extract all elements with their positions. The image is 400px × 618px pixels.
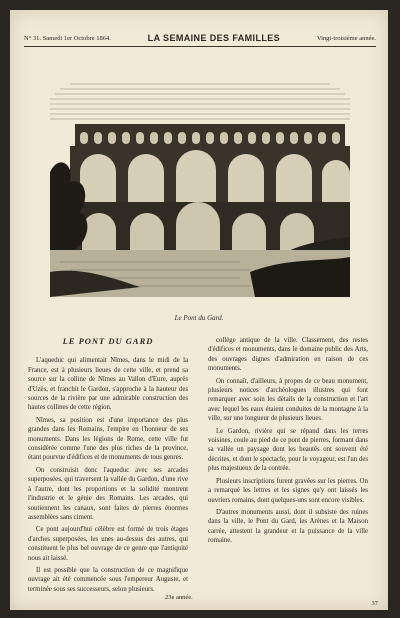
issue-date: N° 31. Samedi 1er Octobre 1864. bbox=[24, 34, 111, 42]
page bbox=[10, 10, 388, 610]
paragraph: D'autres monuments aussi, dont il subsiste des ruines dans la ville, le Pont du Gard, les Arènes et la Maison carrée, attestent la grandeur et la puissance de la ville romaine. bbox=[208, 508, 368, 545]
page-header bbox=[24, 30, 376, 47]
paragraph: Nîmes, sa position est d'une importance des plus grandes dans les Romains, l'empire en l'honneur de ses monuments. Dans les légions de Rome, cette ville fut considérée comme l'une des plus riches de la province, étant pourvue d'édifices et de monuments de tous genres. bbox=[28, 416, 188, 462]
article-right-column bbox=[208, 336, 368, 549]
paragraph: Le Gardon, rivière qui se répand dans les terres voisines, coule au pied de ce pont de pierres, formant dans sa vallée un paysage dont les beautés ont souvent été décrites, et dont le spectacle, pour le voyageur, est l'un des plus majestueux de la contrée. bbox=[208, 427, 368, 473]
article-left-column bbox=[28, 335, 188, 597]
paragraph: L'aqueduc qui alimentait Nîmes, dans le midi de la France, est à plusieurs lieues de cette ville, et prend sa source sur la colline de Nîmes au Vallon d'Eure, auprès d'Uzès, et franchit le Gardon, s'approche à la hauteur des sources de la rivière par une admirable construction des hautes collines de cette région. bbox=[28, 357, 188, 412]
pont-du-gard-engraving bbox=[50, 72, 350, 297]
paragraph: On construisit donc l'aqueduc avec ses arcades superposées, qui traversent la vallée du Gardon, d'une rive à l'autre, dont les proportions et la solidité montrent l'industrie et le génie des Romains. Les arcades, qui soutiennent les canaux, sont faites de pierres énormes assemblées sans ciment. bbox=[28, 466, 188, 521]
page-number: 37 bbox=[371, 600, 378, 607]
paragraph: Ce pont aujourd'hui célèbre est formé de trois étages d'arches superposées, les unes au-dessus des autres, qui constituent le plus bel ouvrage de ce genre que l'antiquité nous ait laissé. bbox=[28, 526, 188, 562]
article-title: LE PONT DU GARD bbox=[62, 336, 154, 346]
volume-info: Vingt-troisième année. bbox=[316, 34, 376, 42]
journal-title: LA SEMAINE DES FAMILLES bbox=[147, 33, 281, 43]
paragraph: collège antique de la ville. Classement, des restes d'édifices et monuments, dans le domaine public des Arts, des ouvrages dignes d'admiration en raison de ces monuments. bbox=[208, 337, 368, 373]
footer-year: 23e année. bbox=[165, 594, 193, 601]
paragraph: Plusieurs inscriptions furent gravées sur les pierres. On a remarqué les lettres et les signes qu'y ont laissés les ouvriers romains, dont quelques-uns sont encore visibles. bbox=[208, 477, 368, 504]
paragraph: On connaît, d'ailleurs, à propos de ce beau monument, plusieurs notices d'archéologues illustres qui font remarquer avec soin les détails de la construction et l'art avec lequel les eaux étaient conduites de la montagne à la ville, sur une longueur de plusieurs lieues. bbox=[208, 377, 368, 423]
paragraph: Il est possible que la construction de ce magnifique ouvrage ait été commencée sous l'empereur Auguste, et terminée sous ses successeurs, selon plusieurs. bbox=[28, 566, 188, 593]
figure-caption: Le Pont du Gard. bbox=[174, 314, 224, 322]
